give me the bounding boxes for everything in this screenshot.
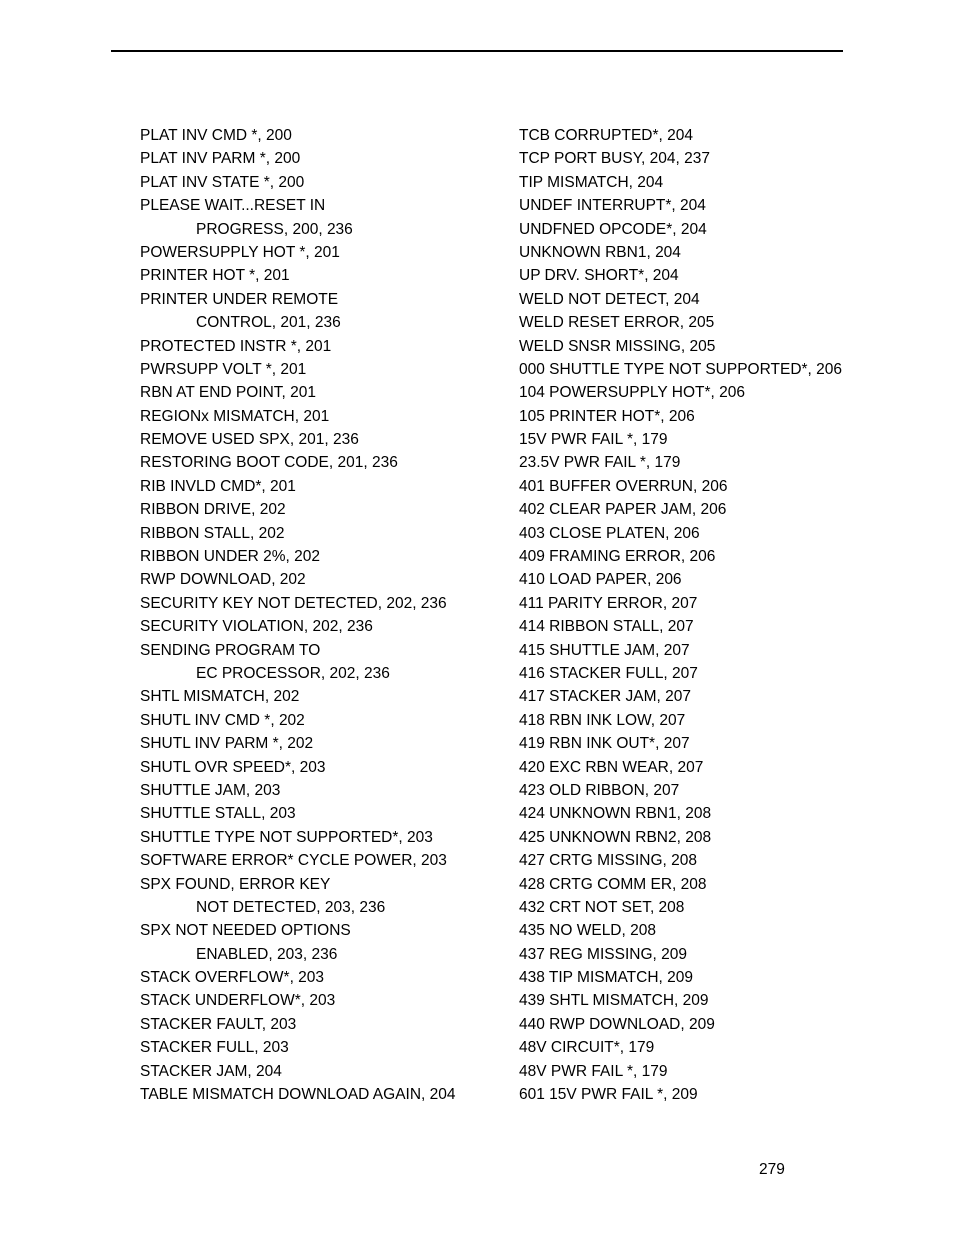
index-entry: PLEASE WAIT...RESET IN <box>140 197 326 215</box>
index-entry: SHUTTLE JAM, 203 <box>140 781 281 799</box>
index-entry: 105 PRINTER HOT*, 206 <box>519 407 695 425</box>
index-entry: REGIONx MISMATCH, 201 <box>140 407 330 425</box>
index-entry: WELD SNSR MISSING, 205 <box>519 337 716 355</box>
index-entry: 419 RBN INK OUT*, 207 <box>519 735 690 753</box>
index-entry: RBN AT END POINT, 201 <box>140 384 317 402</box>
index-entry-continuation: ENABLED, 203, 236 <box>196 945 338 963</box>
index-entry: POWERSUPPLY HOT *, 201 <box>140 243 340 261</box>
index-entry: STACK UNDERFLOW*, 203 <box>140 992 336 1010</box>
page-number: 279 <box>759 1161 785 1178</box>
index-entry: SHUTL INV PARM *, 202 <box>140 735 314 753</box>
index-entry: UP DRV. SHORT*, 204 <box>519 267 679 285</box>
index-entry: REMOVE USED SPX, 201, 236 <box>140 431 359 449</box>
index-column-right <box>519 124 849 1106</box>
index-entry: RWP DOWNLOAD, 202 <box>140 571 306 589</box>
index-entry: 440 RWP DOWNLOAD, 209 <box>519 1015 715 1033</box>
index-entry: 427 CRTG MISSING, 208 <box>519 852 698 870</box>
index-entry: RIBBON UNDER 2%, 202 <box>140 548 321 566</box>
index-entry: 423 OLD RIBBON, 207 <box>519 781 680 799</box>
index-entry: SECURITY VIOLATION, 202, 236 <box>140 618 373 636</box>
index-entry: SHUTL INV CMD *, 202 <box>140 711 305 729</box>
index-entry: WELD RESET ERROR, 205 <box>519 314 715 332</box>
index-entry: PLAT INV PARM *, 200 <box>140 150 301 168</box>
index-entry: TCB CORRUPTED*, 204 <box>519 127 693 144</box>
index-entry: RIBBON STALL, 202 <box>140 524 285 542</box>
index-entry: TIP MISMATCH, 204 <box>519 173 664 191</box>
index-entry: SHUTL OVR SPEED*, 203 <box>140 758 326 776</box>
index-entry: 438 TIP MISMATCH, 209 <box>519 969 694 987</box>
index-entry: TCP PORT BUSY, 204, 237 <box>519 150 710 168</box>
index-entry: PRINTER HOT *, 201 <box>140 267 290 285</box>
index-entry: SHUTTLE STALL, 203 <box>140 805 296 823</box>
index-entry: SOFTWARE ERROR* CYCLE POWER, 203 <box>140 852 447 870</box>
index-entry: 403 CLOSE PLATEN, 206 <box>519 524 700 542</box>
index-entry-continuation: NOT DETECTED, 203, 236 <box>196 898 386 916</box>
index-entry: RESTORING BOOT CODE, 201, 236 <box>140 454 398 472</box>
index-entry: TABLE MISMATCH DOWNLOAD AGAIN, 204 <box>140 1086 456 1104</box>
index-entry: 104 POWERSUPPLY HOT*, 206 <box>519 384 745 402</box>
index-entry: 411 PARITY ERROR, 207 <box>519 594 698 612</box>
index-entry: SPX NOT NEEDED OPTIONS <box>140 922 351 940</box>
header-rule <box>111 50 843 52</box>
index-entry: PLAT INV STATE *, 200 <box>140 173 305 191</box>
index-entry: RIBBON DRIVE, 202 <box>140 501 286 519</box>
index-entry: 402 CLEAR PAPER JAM, 206 <box>519 501 727 519</box>
index-entry: 432 CRT NOT SET, 208 <box>519 898 685 916</box>
index-entry: RIB INVLD CMD*, 201 <box>140 477 296 495</box>
index-entry: 48V PWR FAIL *, 179 <box>519 1062 668 1080</box>
index-entry: PROTECTED INSTR *, 201 <box>140 337 332 355</box>
index-entry-continuation: CONTROL, 201, 236 <box>196 314 341 332</box>
index-entry: 415 SHUTTLE JAM, 207 <box>519 641 690 659</box>
index-entry: 601 15V PWR FAIL *, 209 <box>519 1086 698 1104</box>
index-entry: 410 LOAD PAPER, 206 <box>519 571 682 589</box>
index-entry: SHTL MISMATCH, 202 <box>140 688 300 706</box>
index-entry: UNDFNED OPCODE*, 204 <box>519 220 707 238</box>
index-entry: STACKER FAULT, 203 <box>140 1015 297 1033</box>
index-entry: 418 RBN INK LOW, 207 <box>519 711 686 729</box>
index-entry: 15V PWR FAIL *, 179 <box>519 431 668 449</box>
index-entry: 417 STACKER JAM, 207 <box>519 688 692 706</box>
index-entry: STACKER FULL, 203 <box>140 1039 289 1057</box>
index-entry: SPX FOUND, ERROR KEY <box>140 875 331 893</box>
index-entry: PWRSUPP VOLT *, 201 <box>140 360 307 378</box>
index-entry: STACK OVERFLOW*, 203 <box>140 969 325 987</box>
index-entry: 424 UNKNOWN RBN1, 208 <box>519 805 712 823</box>
index-entry: PRINTER UNDER REMOTE <box>140 290 339 308</box>
index-entry: 416 STACKER FULL, 207 <box>519 664 698 682</box>
index-entry: SHUTTLE TYPE NOT SUPPORTED*, 203 <box>140 828 433 846</box>
index-entry: 401 BUFFER OVERRUN, 206 <box>519 477 728 495</box>
index-entry: 420 EXC RBN WEAR, 207 <box>519 758 704 776</box>
index-entry: 48V CIRCUIT*, 179 <box>519 1039 655 1057</box>
index-entry-continuation: EC PROCESSOR, 202, 236 <box>196 664 390 682</box>
index-entry: 23.5V PWR FAIL *, 179 <box>519 454 681 472</box>
index-entry: UNDEF INTERRUPT*, 204 <box>519 197 706 215</box>
index-entry: 435 NO WELD, 208 <box>519 922 656 940</box>
index-entry: SENDING PROGRAM TO <box>140 641 321 659</box>
index-entry: UNKNOWN RBN1, 204 <box>519 243 681 261</box>
index-entry: 409 FRAMING ERROR, 206 <box>519 548 716 566</box>
index-entry: 425 UNKNOWN RBN2, 208 <box>519 828 712 846</box>
index-entry: SECURITY KEY NOT DETECTED, 202, 236 <box>140 594 447 612</box>
index-entry: WELD NOT DETECT, 204 <box>519 290 700 308</box>
index-entry: 428 CRTG COMM ER, 208 <box>519 875 707 893</box>
index-entry: PLAT INV CMD *, 200 <box>140 127 292 144</box>
index-entry: 437 REG MISSING, 209 <box>519 945 687 963</box>
index-entry: 000 SHUTTLE TYPE NOT SUPPORTED*, 206 <box>519 360 843 378</box>
index-entry-continuation: PROGRESS, 200, 236 <box>196 220 353 238</box>
index-column-left <box>140 124 510 1106</box>
index-entry: 414 RIBBON STALL, 207 <box>519 618 694 636</box>
index-entry: STACKER JAM, 204 <box>140 1062 282 1080</box>
index-entry: 439 SHTL MISMATCH, 209 <box>519 992 709 1010</box>
